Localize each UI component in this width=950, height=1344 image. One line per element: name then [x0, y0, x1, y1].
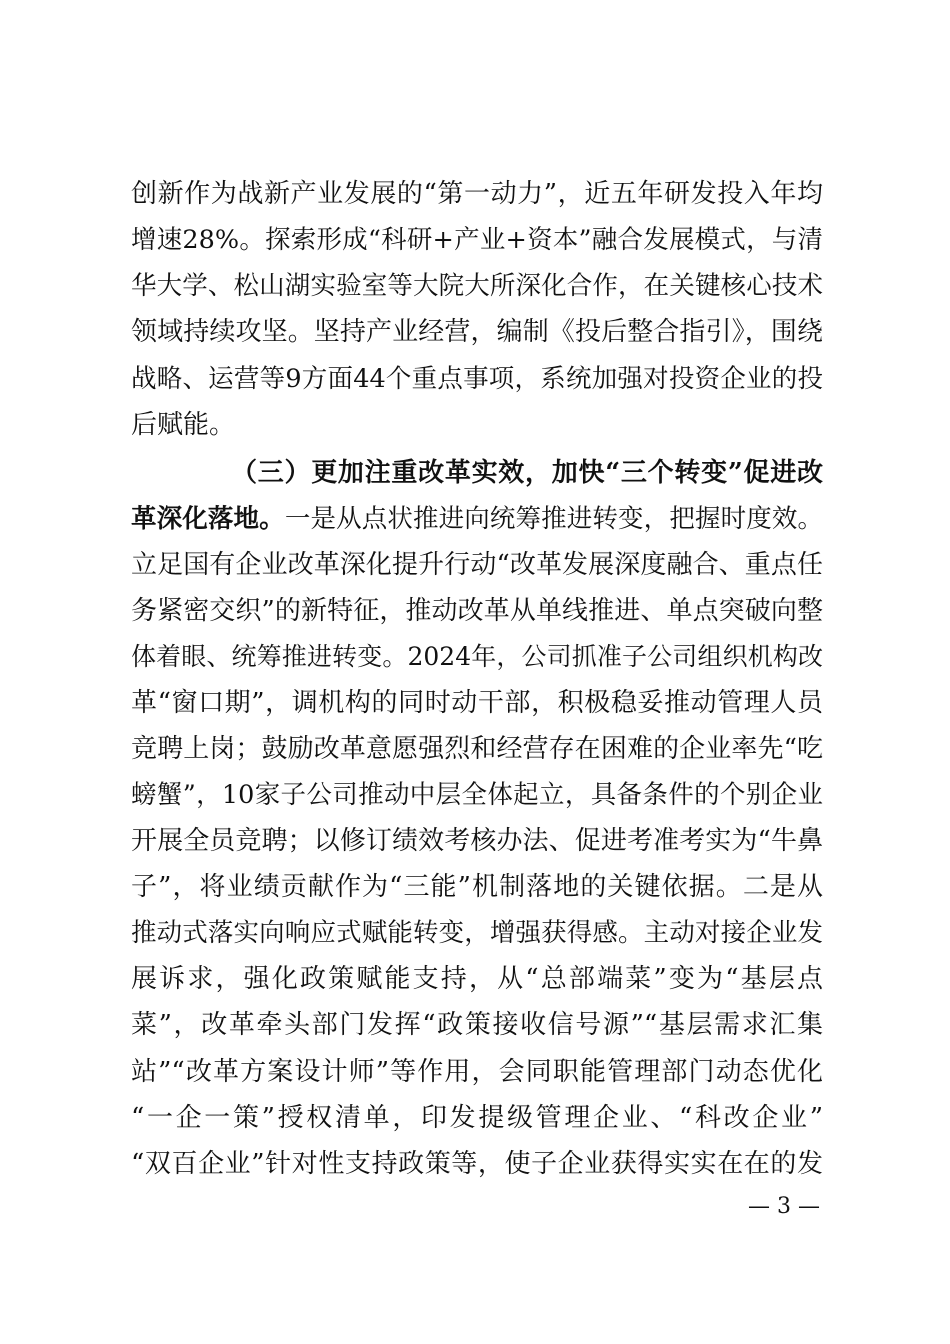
text-segment: 战略、运营等9方面44个重点事项，系统加强对投资企业的投	[131, 364, 823, 394]
text-segment: 螃蟹”，10家子公司推动中层全体起立，具备条件的个别企业	[131, 780, 823, 810]
text-segment: 站”“改革方案设计师”等作用，会同职能管理部门动态优化	[131, 1057, 823, 1087]
text-segment: 务紧密交织”的新特征，推动改革从单线推进、单点突破向整	[131, 596, 823, 626]
text-line	[131, 310, 823, 354]
text-segment: 革“窗口期”，调机构的同时动干部，积极稳妥推动管理人员	[131, 688, 823, 718]
text-line	[131, 497, 823, 541]
text-segment: 推动式落实向响应式赋能转变，增强获得感。主动对接企业发	[131, 918, 823, 948]
text-line	[131, 1142, 823, 1186]
text-segment: 子”，将业绩贡献作为“三能”机制落地的关键依据。二是从	[131, 872, 823, 902]
text-line	[131, 357, 823, 401]
text-segment: “双百企业”针对性支持政策等，使子企业获得实实在在的发	[131, 1149, 823, 1179]
text-line	[131, 1050, 823, 1094]
section-heading-continuation: 革深化落地。	[131, 504, 285, 534]
text-segment: 展诉求，强化政策赋能支持，从“总部端菜”变为“基层点	[131, 964, 823, 994]
text-line	[131, 218, 823, 262]
text-segment: 华大学、松山湖实验室等大院大所深化合作，在关键核心技术	[131, 271, 823, 301]
text-line	[131, 403, 823, 447]
text-line	[131, 911, 823, 955]
text-line	[131, 865, 823, 909]
text-line	[131, 1003, 823, 1047]
text-segment: 菜”，改革牵头部门发挥“政策接收信号源”“基层需求汇集	[131, 1010, 823, 1040]
text-segment: 开展全员竞聘；以修订绩效考核办法、促进考准考实为“牛鼻	[131, 826, 823, 856]
text-line	[131, 727, 823, 771]
text-line	[131, 1096, 823, 1140]
text-line	[131, 264, 823, 308]
section-heading-text: （三）更加注重改革实效，加快“三个转变”促进改	[231, 458, 823, 488]
text-segment: 立足国有企业改革深化提升行动“改革发展深度融合、重点任	[131, 550, 823, 580]
text-segment: 竞聘上岗；鼓励改革意愿强烈和经营存在困难的企业率先“吃	[131, 734, 823, 764]
text-line	[131, 819, 823, 863]
text-segment: 后赋能。	[131, 410, 236, 440]
text-line	[131, 172, 823, 216]
text-line	[131, 543, 823, 587]
text-line	[131, 681, 823, 725]
text-line	[131, 957, 823, 1001]
text-segment: “一企一策”授权清单，印发提级管理企业、“科改企业”	[131, 1103, 823, 1133]
text-segment: 创新作为战新产业发展的“第一动力”，近五年研发投入年均	[131, 179, 823, 209]
text-segment: 一是从点状推进向统筹推进转变，把握时度效。	[284, 504, 823, 534]
page-number: — 3 —	[748, 1194, 820, 1219]
text-line	[131, 589, 823, 633]
text-segment: 领域持续攻坚。坚持产业经营，编制《投后整合指引》，围绕	[131, 317, 823, 347]
text-segment: 体着眼、统筹推进转变。2024年，公司抓准子公司组织机构改	[131, 642, 823, 671]
section-heading	[231, 451, 823, 495]
text-line	[131, 635, 823, 679]
text-line	[131, 773, 823, 817]
text-segment: 增速28%。探索形成“科研+产业+资本”融合发展模式，与清	[131, 225, 823, 255]
